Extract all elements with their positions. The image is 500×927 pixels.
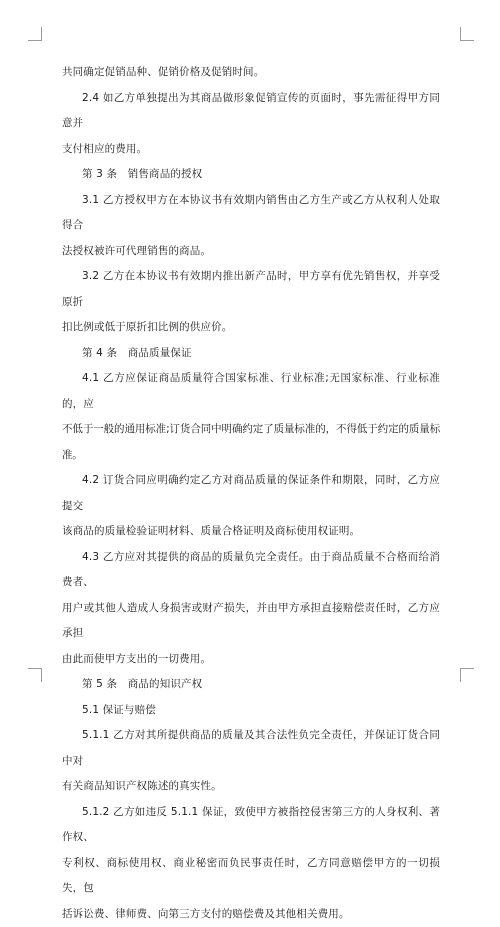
text-line: 3.1 乙方授权甲方在本协议书有效期内销售由乙方生产或乙方从权利人处取得合 xyxy=(62,188,440,239)
document-body xyxy=(62,60,440,927)
text-line: 共同确定促销品种、促销价格及促销时间。 xyxy=(62,60,440,86)
paragraph-5-1-2 xyxy=(62,800,440,927)
crop-mark-bottom-left-h xyxy=(28,668,42,669)
subheading-5-1 xyxy=(62,698,440,724)
crop-mark-bottom-left-v xyxy=(41,668,42,682)
paragraph-4-1 xyxy=(62,366,440,468)
paragraph-4-2 xyxy=(62,468,440,545)
heading-text: 第 5 条 商品的知识产权 xyxy=(62,672,440,698)
paragraph-3-1 xyxy=(62,188,440,265)
text-line: 4.1 乙方应保证商品质量符合国家标准、行业标准;无国家标准、行业标准的，应 xyxy=(62,366,440,417)
heading-text: 第 3 条 销售商品的授权 xyxy=(62,162,440,188)
text-line: 用户或其他人造成人身损害或财产损失，并由甲方承担直接赔偿责任时，乙方应承担 xyxy=(62,596,440,647)
paragraph-continuation xyxy=(62,60,440,86)
section-heading-5 xyxy=(62,672,440,698)
text-line: 4.2 订货合同应明确约定乙方对商品质量的保证条件和期限，同时，乙方应提交 xyxy=(62,468,440,519)
text-line: 括诉讼费、律师费、向第三方支付的赔偿费及其他相关费用。 xyxy=(62,902,440,927)
section-heading-3 xyxy=(62,162,440,188)
heading-text: 第 4 条 商品质量保证 xyxy=(62,341,440,367)
text-line: 扣比例或低于原折扣比例的供应价。 xyxy=(62,315,440,341)
text-line: 2.4 如乙方单独提出为其商品做形象促销宣传的页面时，事先需征得甲方同意并 xyxy=(62,86,440,137)
paragraph-3-2 xyxy=(62,264,440,341)
text-line: 4.3 乙方应对其提供的商品的质量负完全责任。由于商品质量不合格而给消费者、 xyxy=(62,545,440,596)
text-line: 5.1 保证与赔偿 xyxy=(62,698,440,724)
text-line: 专利权、商标使用权、商业秘密而负民事责任时，乙方同意赔偿甲方的一切损失，包 xyxy=(62,851,440,902)
crop-mark-bottom-right-h xyxy=(460,668,474,669)
crop-mark-top-right-v xyxy=(460,27,461,41)
crop-mark-top-left-v xyxy=(41,27,42,41)
paragraph-4-3 xyxy=(62,545,440,673)
text-line: 该商品的质量检验证明材料、质量合格证明及商标使用权证明。 xyxy=(62,519,440,545)
text-line: 法授权被许可代理销售的商品。 xyxy=(62,239,440,265)
text-line: 有关商品知识产权陈述的真实性。 xyxy=(62,774,440,800)
section-heading-4 xyxy=(62,341,440,367)
crop-mark-top-right-h xyxy=(460,40,474,41)
text-line: 由此而使甲方支出的一切费用。 xyxy=(62,647,440,673)
text-line: 5.1.1 乙方对其所提供商品的质量及其合法性负完全责任，并保证订货合同中对 xyxy=(62,723,440,774)
crop-mark-bottom-right-v xyxy=(460,668,461,682)
text-line: 支付相应的费用。 xyxy=(62,137,440,163)
text-line: 5.1.2 乙方如违反 5.1.1 保证，致使甲方被指控侵害第三方的人身权利、著作权、 xyxy=(62,800,440,851)
crop-mark-top-left-h xyxy=(28,40,42,41)
text-line: 不低于一般的通用标准;订货合同中明确约定了质量标准的，不得低于约定的质量标准。 xyxy=(62,417,440,468)
paragraph-2-4 xyxy=(62,86,440,163)
text-line: 3.2 乙方在本协议书有效期内推出新产品时，甲方享有优先销售权，并享受原折 xyxy=(62,264,440,315)
paragraph-5-1-1 xyxy=(62,723,440,800)
